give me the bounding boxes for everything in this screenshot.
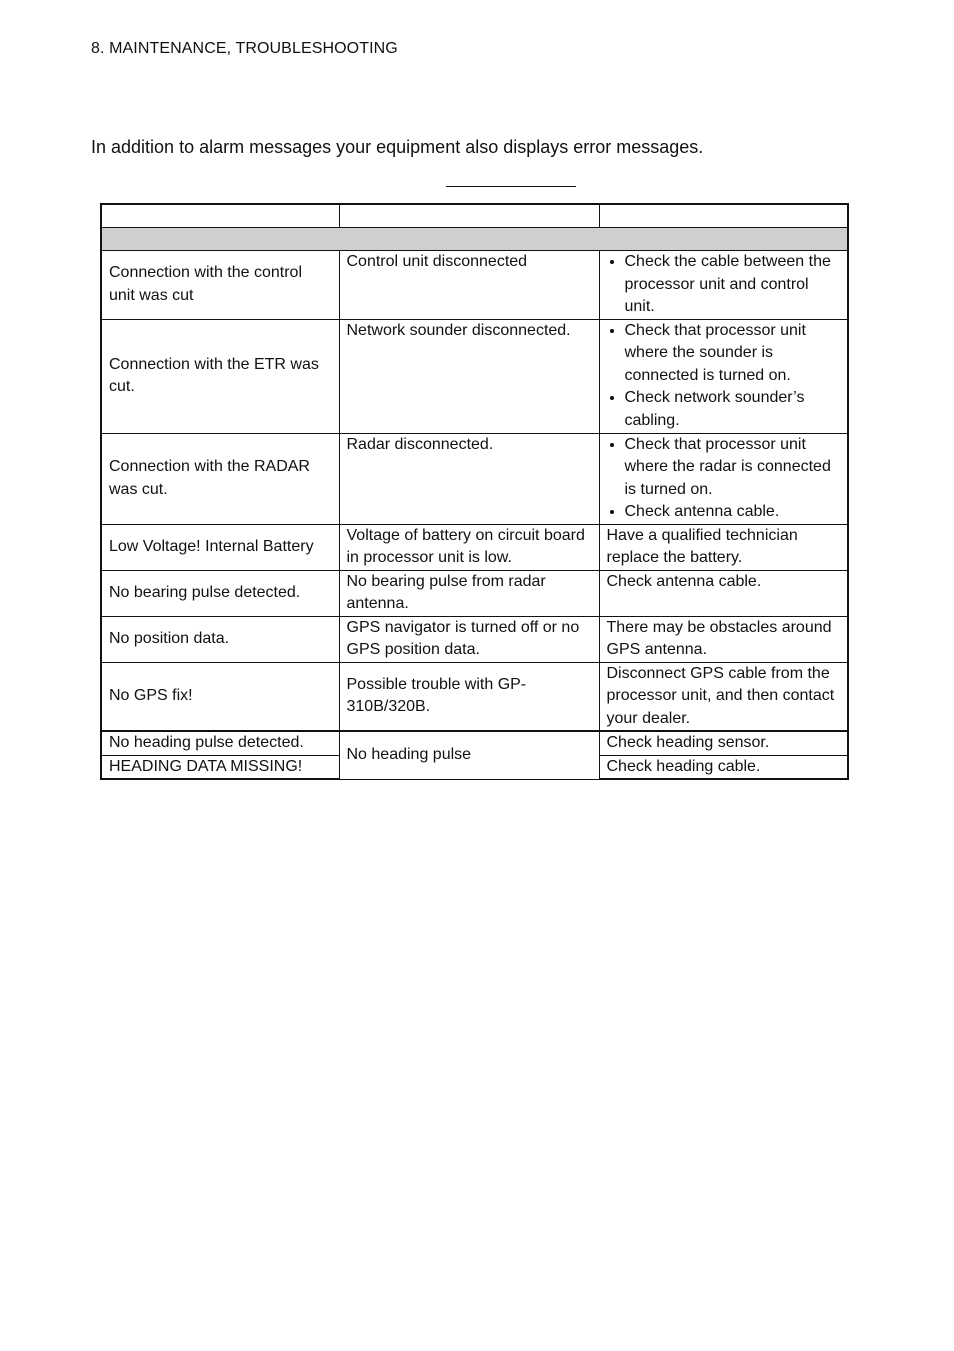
table-row — [101, 433, 848, 524]
table-title-underline — [446, 186, 576, 187]
table-row — [101, 251, 848, 320]
remedy-cell: Disconnect GPS cable from the processor unit, and then contact your dealer. — [599, 662, 848, 731]
meaning-cell: Voltage of battery on circuit board in processor unit is low. — [339, 524, 599, 570]
intro-paragraph: In addition to alarm messages your equipment also displays error messages. — [91, 137, 704, 157]
table-row — [101, 731, 848, 755]
header-cell-meaning — [339, 204, 599, 228]
meaning-cell: GPS navigator is turned off or no GPS position data. — [339, 616, 599, 662]
section-header-row — [101, 228, 848, 251]
table-row — [101, 616, 848, 662]
remedy-cell: Check antenna cable. — [599, 570, 848, 616]
remedy-bullet: • Check that processor unit where the sounder is connected is turned on. — [625, 320, 841, 388]
remedy-bullet: • Check the cable between the processor unit and control unit. — [625, 251, 841, 319]
table-row — [101, 524, 848, 570]
header-cell-message — [101, 204, 339, 228]
message-cell: No heading pulse detected. — [101, 731, 339, 755]
remedy-bullet: • Check network sounder’s cabling. — [625, 387, 841, 432]
section-header-cell — [101, 228, 848, 251]
remedy-cell: Check heading cable. — [599, 755, 848, 779]
running-header: 8. MAINTENANCE, TROUBLESHOOTING — [91, 40, 398, 57]
table-row — [101, 319, 848, 433]
message-cell: Low Voltage! Internal Battery — [101, 524, 339, 570]
remedy-bullet: • Check antenna cable. — [625, 501, 841, 524]
table-row — [101, 570, 848, 616]
message-cell: Connection with the ETR was cut. — [101, 319, 339, 433]
remedy-cell: Have a qualified technician replace the battery. — [599, 524, 848, 570]
meaning-cell: Control unit disconnected — [339, 251, 599, 320]
remedy-cell — [599, 251, 848, 320]
message-cell: No position data. — [101, 616, 339, 662]
message-cell: HEADING DATA MISSING! — [101, 755, 339, 779]
message-cell: No bearing pulse detected. — [101, 570, 339, 616]
message-cell: Connection with the RADAR was cut. — [101, 433, 339, 524]
meaning-cell: No bearing pulse from radar antenna. — [339, 570, 599, 616]
remedy-cell: Check heading sensor. — [599, 731, 848, 755]
header-cell-remedy — [599, 204, 848, 228]
remedy-bullet: • Check that processor unit where the radar is connected is turned on. — [625, 434, 841, 502]
table-row — [101, 662, 848, 731]
meaning-cell: Radar disconnected. — [339, 433, 599, 524]
table-header-row — [101, 204, 848, 228]
meaning-cell: Possible trouble with GP-310B/320B. — [339, 662, 599, 731]
message-cell: No GPS fix! — [101, 662, 339, 731]
remedy-cell: There may be obstacles around GPS antenna. — [599, 616, 848, 662]
meaning-cell: Network sounder disconnected. — [339, 319, 599, 433]
message-cell: Connection with the control unit was cut — [101, 251, 339, 320]
error-message-table — [100, 203, 849, 780]
remedy-cell — [599, 319, 848, 433]
meaning-cell: No heading pulse — [339, 731, 599, 779]
remedy-cell — [599, 433, 848, 524]
